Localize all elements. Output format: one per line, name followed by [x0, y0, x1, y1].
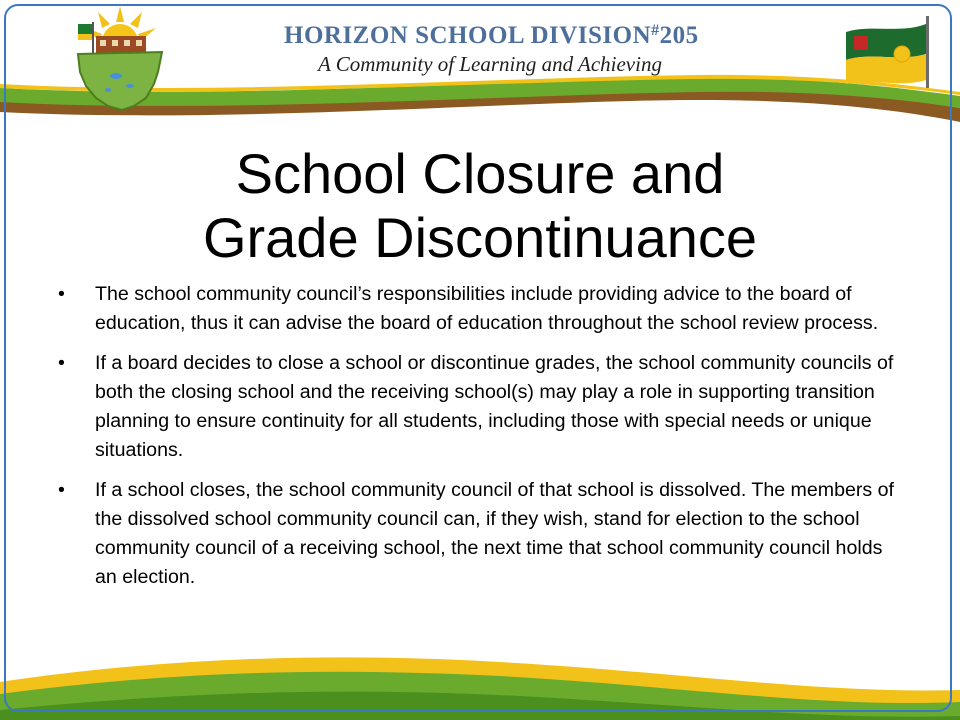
- bullet-text: The school community council’s responsibilities include providing advice to the board of education, thus it can advise the board of education throughout the school review process.: [95, 283, 879, 334]
- bullet-text: If a board decides to close a school or discontinue grades, the school community councils of both the closing school and the receiving school(s) may play a role in supporting transition planning to ensure continuity for all students, including those with special needs or unique situations.: [95, 352, 894, 461]
- slide-title: [0, 142, 960, 270]
- organization-number: 205: [659, 22, 699, 49]
- bullet-text: If a school closes, the school community council of that school is dissolved. The members of the dissolved school community council can, if they wish, stand for election to the school community council of a receiving school, the next time that school community council holds an election.: [95, 479, 895, 588]
- bullet-item: [58, 349, 908, 465]
- organization-name-text: HORIZON SCHOOL DIVISION: [284, 22, 652, 49]
- bullet-marker: •: [58, 283, 65, 305]
- saskatchewan-flag-icon: [840, 14, 936, 90]
- horizon-logo-icon: [50, 2, 180, 120]
- bullet-marker: •: [58, 479, 65, 501]
- organization-name: [284, 22, 724, 50]
- footer-swoosh-graphic: [0, 630, 960, 720]
- organization-hash: #: [651, 22, 660, 39]
- bullet-item: [58, 280, 908, 338]
- bullet-item: [58, 476, 908, 592]
- bullet-list: [58, 280, 908, 603]
- bullet-marker: •: [58, 352, 65, 374]
- organization-tagline: A Community of Learning and Achieving: [318, 52, 662, 76]
- slide-title-line-2: Grade Discontinuance: [202, 206, 758, 269]
- slide-title-line-1: School Closure and: [235, 142, 725, 205]
